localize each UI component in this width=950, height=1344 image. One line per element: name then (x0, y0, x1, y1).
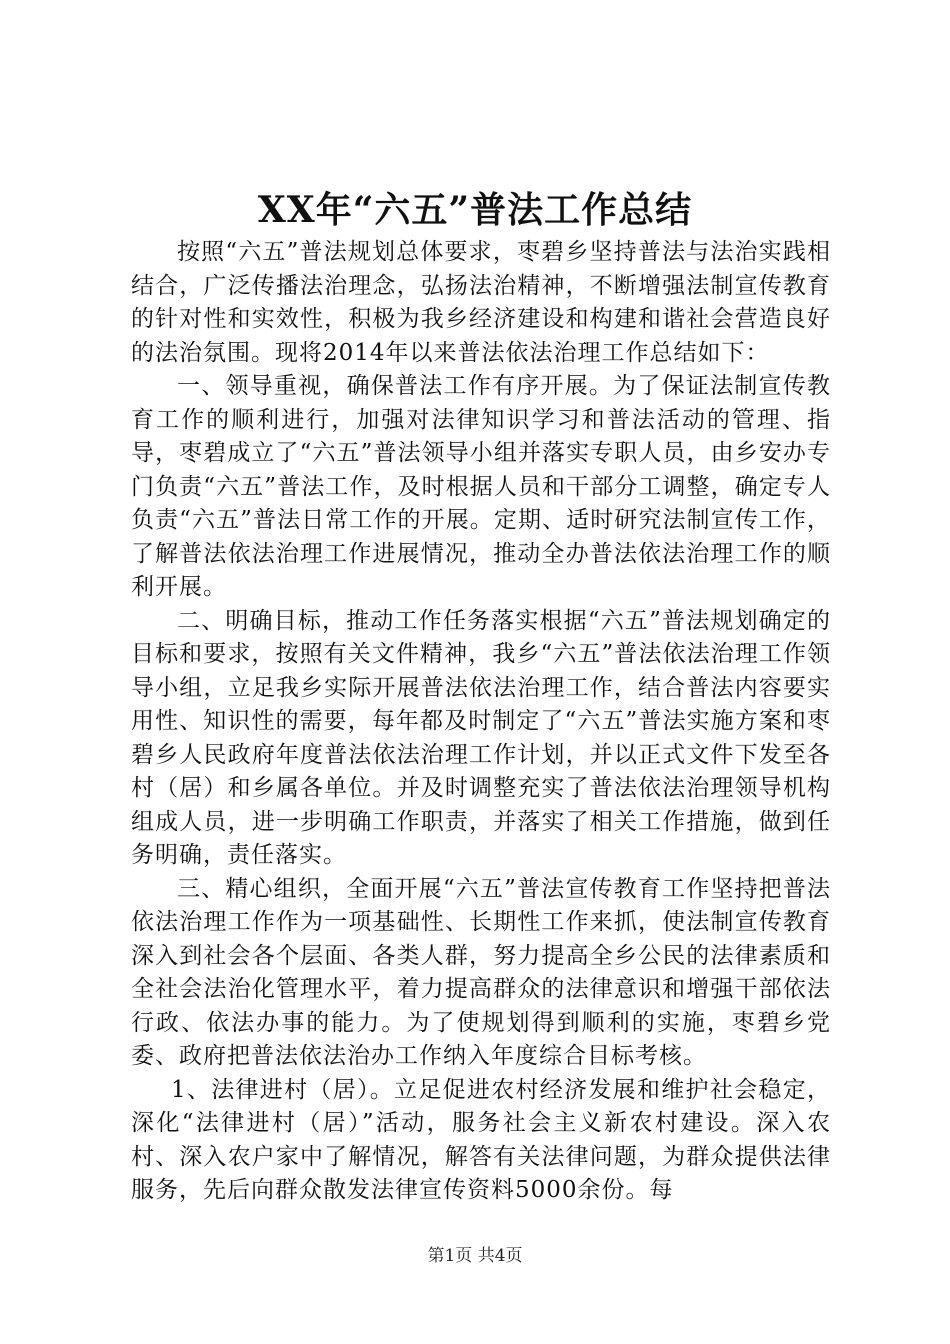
page-footer: 第1页 共4页 (427, 1246, 523, 1266)
section-3-paragraph: 三、精心组织，全面开展“六五”普法宣传教育工作坚持把普法依法治理工作作为一项基础性、长期性工作来抓，使法制宣传教育深入到社会各个层面、各类人群，努力提高全乡公民的法律素质和全社会法治化管理水平，着力提高群众的法律意识和增强干部依法行政、依法办事的能力。为了使规划得到顺利的实施，枣碧乡党委、政府把普法依法治办工作纳入年度综合目标考核。 (131, 875, 831, 1069)
section-2-paragraph: 二、明确目标，推动工作任务落实根据“六五”普法规划确定的目标和要求，按照有关文件精神，我乡“六五”普法依法治理工作领导小组，立足我乡实际开展普法依法治理工作，结合普法内容要实用性、知识性的需要，每年都及时制定了“六五”普法实施方案和枣碧乡人民政府年度普法依法治理工作计划，并以正式文件下发至各村（居）和乡属各单位。并及时调整充实了普法依法治理领导机构组成人员，进一步明确工作职责，并落实了相关工作措施，做到任务明确，责任落实。 (131, 607, 831, 868)
intro-paragraph: 按照“六五”普法规划总体要求，枣碧乡坚持普法与法治实践相结合，广泛传播法治理念，弘扬法治精神，不断增强法制宣传教育的针对性和实效性，积极为我乡经济建设和构建和谐社会营造良好的法治氛围。现将2014年以来普法依法治理工作总结如下： (131, 239, 831, 366)
document-body (131, 236, 831, 1208)
document-title: XX年“六五”普法工作总结 (257, 189, 693, 231)
item-1-paragraph: 1、法律进村（居）。立足促进农村经济发展和维护社会稳定，深化“法律进村（居）”活动，服务社会主义新农村建设。深入农村、深入农户家中了解情况，解答有关法律问题，为群众提供法律服务，先后向群众散发法律宣传资料5000余份。每 (131, 1076, 831, 1203)
section-1-paragraph: 一、领导重视，确保普法工作有序开展。为了保证法制宣传教育工作的顺利进行，加强对法律知识学习和普法活动的管理、指导，枣碧成立了“六五”普法领导小组并落实专职人员，由乡安办专门负责“六五”普法工作，及时根据人员和干部分工调整，确定专人负责“六五”普法日常工作的开展。定期、适时研究法制宣传工作，了解普法依法治理工作进展情况，推动全办普法依法治理工作的顺利开展。 (131, 373, 831, 600)
